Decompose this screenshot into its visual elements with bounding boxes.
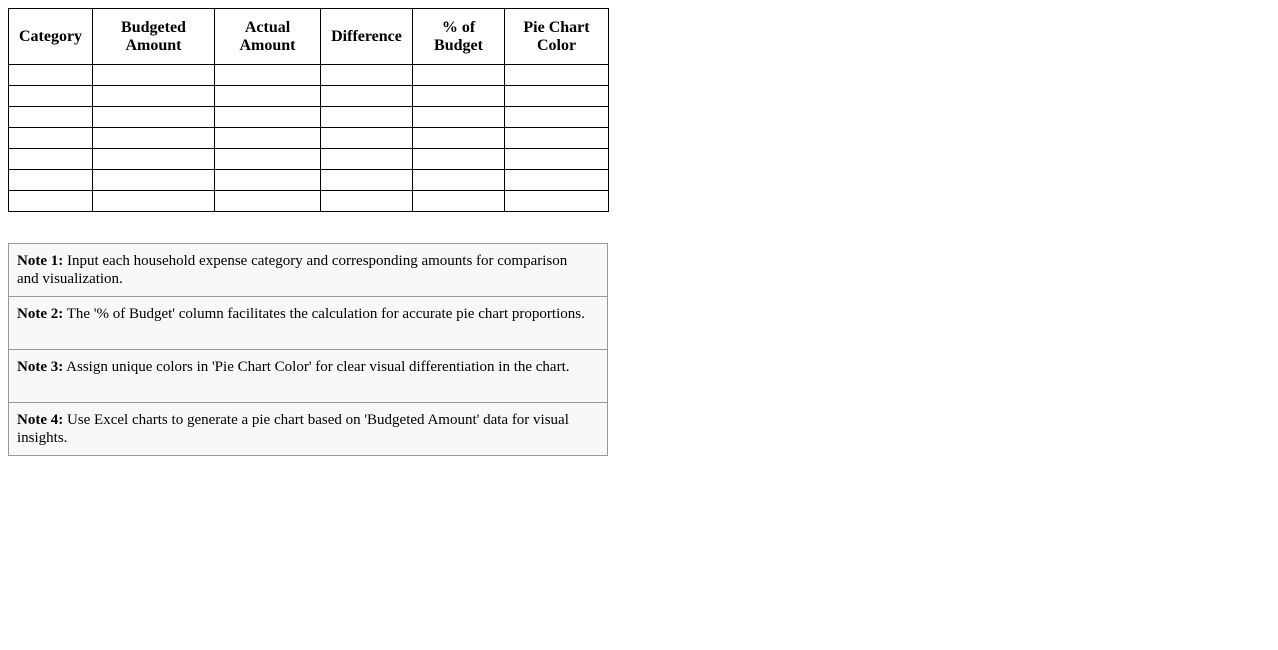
- table-row: [9, 65, 609, 86]
- table-row: [9, 170, 609, 191]
- table-row: [9, 149, 609, 170]
- header-category: Category: [9, 9, 93, 65]
- table-cell[interactable]: [215, 107, 321, 128]
- note-text: The '% of Budget' column facilitates the calculation for accurate pie chart proportions.: [63, 306, 585, 322]
- table-cell[interactable]: [505, 65, 609, 86]
- table-cell[interactable]: [413, 170, 505, 191]
- note-label: Note 1:: [17, 253, 64, 269]
- table-cell[interactable]: [505, 107, 609, 128]
- table-cell[interactable]: [215, 86, 321, 107]
- table-cell[interactable]: [413, 149, 505, 170]
- table-cell[interactable]: [93, 191, 215, 212]
- table-cell[interactable]: [413, 65, 505, 86]
- table-cell[interactable]: [215, 149, 321, 170]
- header-actual-amount: Actual Amount: [215, 9, 321, 65]
- table-cell[interactable]: [505, 170, 609, 191]
- table-cell[interactable]: [9, 65, 93, 86]
- table-body: [9, 65, 609, 212]
- table-cell[interactable]: [505, 128, 609, 149]
- table-cell[interactable]: [93, 107, 215, 128]
- table-cell[interactable]: [321, 107, 413, 128]
- table-cell[interactable]: [93, 170, 215, 191]
- note-text: Input each household expense category and corresponding amounts for comparison and visualization.: [17, 253, 568, 287]
- table-cell[interactable]: [215, 170, 321, 191]
- note-3: [9, 350, 607, 403]
- table-cell[interactable]: [321, 191, 413, 212]
- table-cell[interactable]: [413, 86, 505, 107]
- table-cell[interactable]: [215, 128, 321, 149]
- table-cell[interactable]: [321, 128, 413, 149]
- table-cell[interactable]: [505, 86, 609, 107]
- note-text: Assign unique colors in 'Pie Chart Color' for clear visual differentiation in the chart.: [63, 359, 570, 375]
- table-cell[interactable]: [215, 191, 321, 212]
- table-row: [9, 86, 609, 107]
- note-label: Note 3:: [17, 359, 64, 375]
- header-difference: Difference: [321, 9, 413, 65]
- header-percent-of-budget: % of Budget: [413, 9, 505, 65]
- table-cell[interactable]: [413, 107, 505, 128]
- table-row: [9, 128, 609, 149]
- table-cell[interactable]: [93, 149, 215, 170]
- table-cell[interactable]: [413, 128, 505, 149]
- table-cell[interactable]: [9, 86, 93, 107]
- table-cell[interactable]: [321, 86, 413, 107]
- table-cell[interactable]: [93, 86, 215, 107]
- table-cell[interactable]: [215, 65, 321, 86]
- table-cell[interactable]: [321, 149, 413, 170]
- table-cell[interactable]: [9, 128, 93, 149]
- table-cell[interactable]: [93, 128, 215, 149]
- note-2: [9, 297, 607, 350]
- header-budgeted-amount: Budgeted Amount: [93, 9, 215, 65]
- header-pie-chart-color: Pie Chart Color: [505, 9, 609, 65]
- notes-panel: [8, 243, 608, 456]
- budget-table: [8, 8, 609, 212]
- table-cell[interactable]: [505, 149, 609, 170]
- note-label: Note 4:: [17, 412, 64, 428]
- table-cell[interactable]: [413, 191, 505, 212]
- note-label: Note 2:: [17, 306, 64, 322]
- table-cell[interactable]: [505, 191, 609, 212]
- table-header-row: [9, 9, 609, 65]
- table-row: [9, 191, 609, 212]
- table-cell[interactable]: [93, 65, 215, 86]
- note-1: [9, 244, 607, 297]
- note-text: Use Excel charts to generate a pie chart based on 'Budgeted Amount' data for visual insights.: [17, 412, 569, 446]
- table-cell[interactable]: [321, 170, 413, 191]
- table-cell[interactable]: [9, 170, 93, 191]
- note-4: [9, 403, 607, 455]
- table-cell[interactable]: [9, 107, 93, 128]
- table-cell[interactable]: [321, 65, 413, 86]
- table-cell[interactable]: [9, 191, 93, 212]
- table-cell[interactable]: [9, 149, 93, 170]
- table-row: [9, 107, 609, 128]
